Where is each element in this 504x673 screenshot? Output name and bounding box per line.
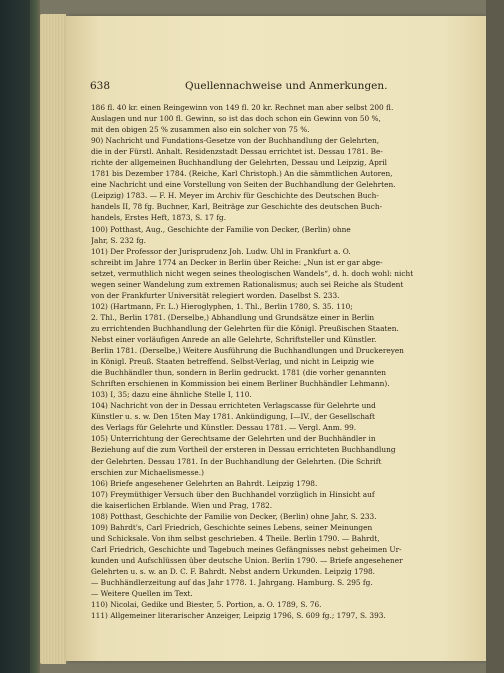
text-line: eine Nachricht und eine Vorstellung von Seiten der Buchhandlung der Gelehrten. xyxy=(91,180,396,190)
text-line: die Buchhändler thun, sondern in Berlin gedruckt. 1781 (die vorher genannten xyxy=(91,368,386,378)
text-line: Berlin 1781. (Derselbe,) Weitere Ausführung die Buchhandlungen und Druckereyen xyxy=(91,346,404,356)
text-line: handels, Erstes Heft, 1873, S. 17 fg. xyxy=(91,213,227,223)
text-line: wegen seiner Wandelung zum extremen Rationalismus; auch sei Reiche als Student xyxy=(91,279,404,289)
page-number: 638 xyxy=(90,80,111,92)
text-line: 2. Thl., Berlin 1781. (Derselbe,) Abhandlung und Grundsätze einer in Berlin xyxy=(91,312,375,322)
text-line: in Königl. Preuß. Staaten betreffend. Selbst-Verlag, und nicht in Leipzig wie xyxy=(91,357,374,367)
text-line: — Weitere Quellen im Text. xyxy=(91,589,193,599)
book-cover-edge xyxy=(30,0,40,673)
text-line: kunden und Aufschlüssen über deutsche Union. Berlin 1790. — Briefe angesehener xyxy=(91,555,403,565)
text-line: die in der Fürstl. Anhalt. Residenzstadt Dessau errichtet ist. Dessau 1781. Be- xyxy=(91,147,383,157)
note-109-line: 109) Bahrdt's, Carl Friedrich, Geschichte seines Lebens, seiner Meinungen xyxy=(91,522,373,532)
note-107-line: 107) Freymüthiger Versuch über den Buchhandel vorzüglich in Hinsicht auf xyxy=(91,489,375,499)
note-101-line: 101) Der Professor der Jurisprudenz Joh. Ludw. Uhl in Frankfurt a. O. xyxy=(91,246,351,256)
text-line: und Schicksale. Von ihm selbst geschrieben. 4 Theile. Berlin 1790. — Bahrdt, xyxy=(91,533,380,543)
text-line: — Buchhändlerzeitung auf das Jahr 1778. 1. Jahrgang. Hamburg. S. 295 fg. xyxy=(91,578,373,588)
text-line: zu errichtenden Buchhandlung der Gelehrten für die Königl. Preußischen Staaten. xyxy=(91,323,399,333)
text-line: Carl Friedrich, Geschichte und Tagebuch meines Gefängnisses nebst geheimen Ur- xyxy=(91,544,402,554)
text-line: Gelehrten u. s. w. an D. C. F. Bahrdt. Nebst andern Urkunden. Leipzig 1798. xyxy=(91,566,376,576)
text-line: erschien zur Michaelismesse.) xyxy=(91,467,204,477)
note-100-line: 100) Potthast, Aug., Geschichte der Familie von Decker, (Berlin) ohne xyxy=(91,224,351,234)
text-line: setzet, vermuthlich nicht wegen seines theologischen Wandels“, d. h. doch wohl: nicht xyxy=(91,268,414,278)
text-line: Auslagen und nur 100 fl. Gewinn, so ist das doch schon ein Gewinn von 50 %, xyxy=(91,114,381,124)
note-106-line: 106) Briefe angesehener Gelehrten an Bahrdt. Leipzig 1798. xyxy=(91,478,318,488)
text-line: 1781 bis Dezember 1784. (Reiche, Karl Christoph.) An die sämmtlichen Autoren, xyxy=(91,169,393,179)
text-line: Beziehung auf die zum Vortheil der ersteren in Dessau errichteten Buchhandlung xyxy=(91,445,396,455)
text-line: Nebst einer vorläufigen Anrede an alle Gelehrte, Schriftsteller und Künstler. xyxy=(91,334,377,344)
text-line: der Gelehrten. Dessau 1781. In der Buchhandlung der Gelehrten. (Die Schrift xyxy=(91,456,382,466)
note-105-line: 105) Unterrichtung der Gerechtsame der Gelehrten und der Buchhändler in xyxy=(91,434,376,444)
note-104-line: 104) Nachricht von der in Dessau errichteten Verlagscasse für Gelehrte und xyxy=(91,401,376,411)
text-line: 186 fl. 40 kr. einen Reingewinn von 149 fl. 20 kr. Rechnet man aber selbst 200 fl. xyxy=(91,103,394,112)
text-line: Schriften erschienen in Kommission bei einem Berliner Buchhändler Lehmann). xyxy=(91,379,390,389)
note-110-line: 110) Nicolai, Gedike und Biester, 5. Portion, a. O. 1789, S. 76. xyxy=(91,600,322,610)
note-102-line: 102) (Hartmann, Fr. L.) Hieroglyphen, 1. Thl., Berlin 1780, S. 35. 110; xyxy=(91,301,353,311)
text-line: handels II, 78 fg. Buchner, Karl, Beiträge zur Geschichte des deutschen Buch- xyxy=(91,202,383,212)
note-108-line: 108) Potthast, Geschichte der Familie von Decker, (Berlin) ohne Jahr, S. 233. xyxy=(91,511,377,521)
running-head: Quellennachweise und Anmerkungen. xyxy=(185,80,388,92)
text-line: (Leipzig) 1783. — F. H. Meyer im Archiv für Geschichte des Deutschen Buch- xyxy=(91,191,379,201)
text-line: des Verlags für Gelehrte und Künstler. Dessau 1781. — Vergl. Anm. 99. xyxy=(91,423,357,433)
text-line: die kaiserlichen Erblande. Wien und Prag, 1782. xyxy=(91,500,273,510)
page-header xyxy=(90,80,460,96)
page-edges xyxy=(40,14,66,664)
text-line: mit den obigen 25 % zusammen also ein solcher von 75 %. xyxy=(91,125,310,135)
note-111-line: 111) Allgemeiner literarischer Anzeiger, Leipzig 1796, S. 609 fg.; 1797, S. 393. xyxy=(91,611,386,621)
text-line: Künstler u. s. w. Den 15ten May 1781. Ankündigung, I—IV., der Gesellschaft xyxy=(91,412,375,422)
background-margin xyxy=(486,0,504,673)
text-line: Jahr, S. 232 fg. xyxy=(91,235,146,245)
note-99-line: 90) Nachricht und Fundations-Gesetze von der Buchhandlung der Gelehrten, xyxy=(91,136,380,146)
note-103-line: 103) I, 35; dazu eine ähnliche Stelle I, 110. xyxy=(91,390,252,400)
body-text xyxy=(91,102,463,621)
text-line: schreibt im Jahre 1774 an Decker in Berlin über Reiche: „Nun ist er gar abge- xyxy=(91,257,383,267)
text-line: von der Frankfurter Universität relegiert worden. Daselbst S. 233. xyxy=(91,290,340,300)
text-line: richte der allgemeinen Buchhandlung der Gelehrten, Dessau und Leipzig, April xyxy=(91,158,388,168)
